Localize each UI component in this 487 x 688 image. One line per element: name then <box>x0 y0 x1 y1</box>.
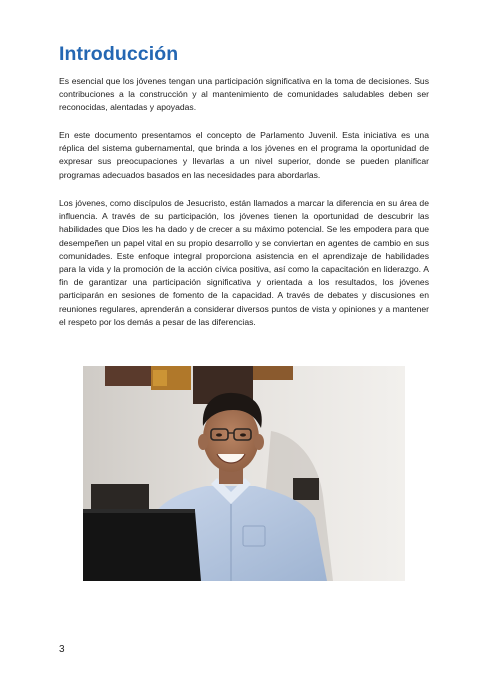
page-number: 3 <box>59 644 65 655</box>
photo-smiling-young-man-at-laptop <box>83 366 405 581</box>
paragraph-2: En este documento presentamos el concepto de Parlamento Juvenil. Esta iniciativa es una réplica del sistema gubernamental, que brinda a los jóvenes en el programa la oportunidad de expresar sus preocupaciones y llevarlas a un nivel superior, donde se pueden planificar programas adecuados basados en las necesidades para abordarlas. <box>59 130 429 180</box>
section-title: Introducción <box>59 43 179 65</box>
paragraph-1: Es esencial que los jóvenes tengan una participación significativa en la toma de decisiones. Sus contribuciones a la construcción y al mantenimiento de comunidades saludables deben ser reconocidas, alentadas y apoyadas. <box>59 76 429 113</box>
paragraph-3: Los jóvenes, como discípulos de Jesucristo, están llamados a marcar la diferencia en su área de influencia. A través de su participación, los jóvenes tienen la oportunidad de descubrir las habilidades que Dios les ha dado y de crecer a su máximo potencial. Se les empodera para que desempeñen un papel vital en su propio desarrollo y se conviertan en agentes de cambio en sus comunidades. Este enfoque integral proporciona asistencia en el aprendizaje de habilidades para la vida y la promoción de la acción cívica positiva, así como la capacitación en liderazgo. A fin de garantizar una participación significativa y orientada a los resultados, los jóvenes participarán en sesiones de fomento de la capacidad. A través de debates y discusiones en reuniones regulares, aprenderán a considerar diversos puntos de vista y opiniones y a mantener el respeto por los demás a pesar de las diferencias. <box>59 198 429 327</box>
